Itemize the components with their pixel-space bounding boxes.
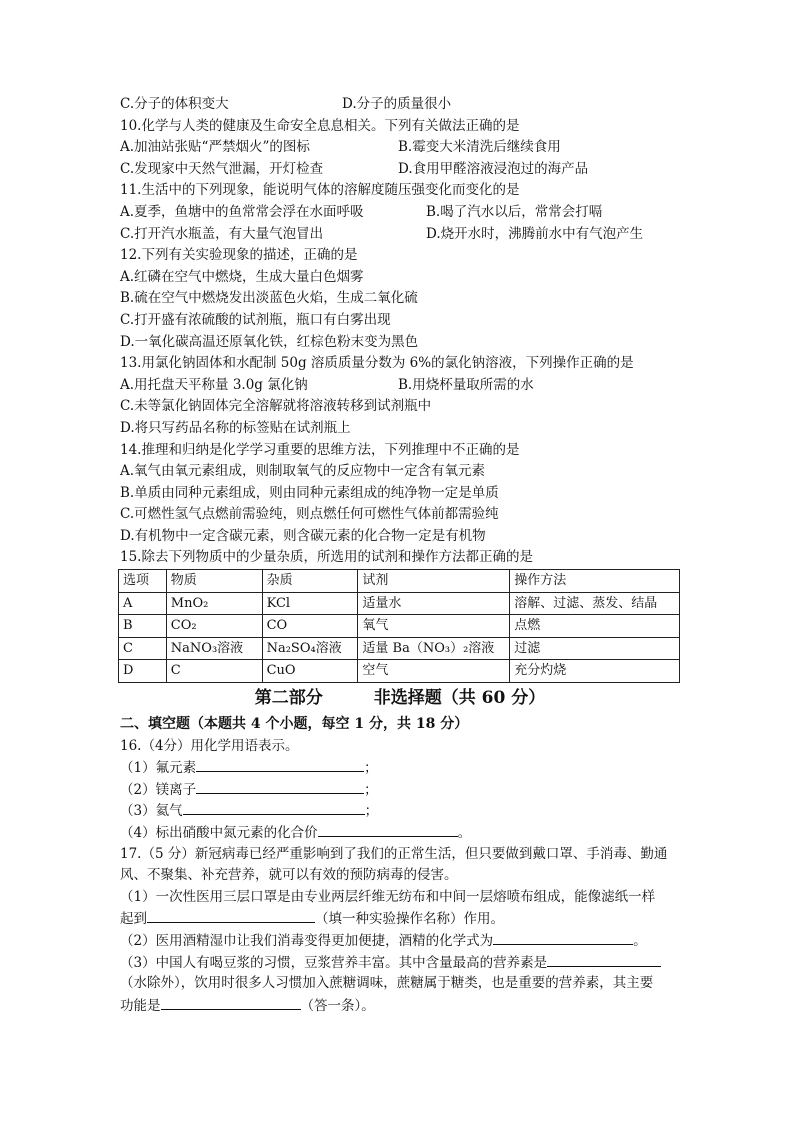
q10-stem: 10.化学与人类的健康及生命安全息息相关。下列有关做法正确的是 [120,117,520,134]
table-header-cell: 操作方法 [510,570,680,593]
q17-part3-suffix: （答一条）。 [300,997,375,1014]
q16-item-3 [120,800,680,822]
q17-part1-suffix: （填一种实验操作名称）作用。 [315,911,504,928]
q14-option-a: A.氧气由氧元素组成，则制取氧气的反应物中一定含有氧元素 [120,463,486,480]
q12-option-d: D.一氧化碳高温还原氧化铁，红棕色粉末变为黑色 [120,333,419,350]
q17-part2-prefix: （2）医用酒精湿巾让我们消毒变得更加便捷，酒精的化学式为 [120,932,494,949]
q11-option-c: C.打开汽水瓶盖，有大量气泡冒出 [120,225,324,242]
answer-blank[interactable] [547,952,661,967]
q16-stem: 16.（4分）用化学用语表示。 [120,737,299,754]
q10-options-cd [120,159,680,181]
q17-stem-line1: 17.（5 分）新冠病毒已经严重影响到了我们的正常生活，但只要做到戴口罩、手消毒、勤通 [120,845,668,862]
table-cell: MnO₂ [166,592,262,615]
part-two-heading: 第二部分 非选择题（共 60 分） [254,687,546,708]
q15-stem: 15.除去下列物质中的少量杂质，所选用的试剂和操作方法都正确的是 [120,549,533,566]
section-two-heading: 二、填空题（本题共 4 个小题，每空 1 分，共 18 分） [120,715,469,732]
q17-part3-line1 [120,952,680,974]
table-cell: Na₂SO₄溶液 [262,637,358,660]
table-row [119,615,680,638]
q12-option-b: B.硫在空气中燃烧发出淡蓝色火焰，生成二氧化硫 [120,290,418,307]
table-row [119,592,680,615]
q16-item-label: （3）氦气 [120,803,183,820]
q14-option-c: C.可燃性氢气点燃前需验纯，则点燃任何可燃性气体前都需验纯 [120,506,499,523]
table-cell: 空气 [358,660,510,683]
q9-option-d: D.分子的质量很小 [342,96,452,112]
table-cell: NaNO₃溶液 [166,637,262,660]
q10-option-d: D.食用甲醛溶液浸泡过的海产品 [398,160,589,177]
semicolon: ； [364,760,378,777]
table-cell: C [166,660,262,683]
answer-blank[interactable] [196,779,364,794]
table-cell: C [119,637,167,660]
q17-part3-prefix2: 功能是 [120,997,161,1014]
table-cell: 点燃 [510,615,680,638]
q14-option-b: B.单质由同种元素组成，则由同种元素组成的纯净物一定是单质 [120,484,499,501]
table-header-cell: 试剂 [358,570,510,593]
table-cell: 溶解、过滤、蒸发、结晶 [510,592,680,615]
table-header-cell: 物质 [166,570,262,593]
table-cell: CO₂ [166,615,262,638]
q17-part2-line [120,930,680,952]
q16-item-label: （1）氟元素 [120,760,197,777]
q13-option-b: B.用烧杯量取所需的水 [398,376,534,393]
answer-blank[interactable] [318,822,458,837]
q11-options-cd [120,224,680,246]
answer-blank[interactable] [493,930,633,945]
table-row [119,637,680,660]
q13-stem: 13.用氯化钠固体和水配制 50g 溶质质量分数为 6%的氯化钠溶液，下列操作正确的是 [120,355,634,372]
table-header-cell: 杂质 [262,570,358,593]
q14-option-d: D.有机物中一定含碳元素，则含碳元素的化合物一定是有机物 [120,527,486,544]
q17-stem-line2: 风、不聚集、补充营养，就可以有效的预防病毒的侵害。 [120,867,458,884]
answer-blank[interactable] [147,908,315,923]
q17-part1-line2 [120,908,680,930]
answer-blank[interactable] [196,757,364,772]
q17-part1-line1: （1）一次性医用三层口罩是由专业两层纤维无纺布和中间一层熔喷布组成，能像滤纸一样 [120,888,656,905]
q15-options-table [118,569,680,683]
q9-options-cd [120,94,680,116]
q16-item-1 [120,757,680,779]
table-cell: 过滤 [510,637,680,660]
q10-option-c: C.发现家中天然气泄漏，开灯检查 [120,160,324,177]
q16-item-label: （2）镁离子 [120,781,197,798]
q11-option-d: D.烧开水时，沸腾前水中有气泡产生 [426,225,644,242]
semicolon: ； [364,803,379,820]
q17-part3-prefix: （3）中国人有喝豆浆的习惯，豆浆营养丰富。其中含量最高的营养素是 [120,954,548,971]
q13-options-ab [120,375,680,397]
q11-option-a: A.夏季，鱼塘中的鱼常常会浮在水面呼吸 [120,203,364,220]
answer-blank[interactable] [183,800,365,815]
table-cell: CuO [262,660,358,683]
q17-part1-prefix: 起到 [120,911,147,928]
table-cell: B [119,615,167,638]
table-cell: KCl [262,592,358,615]
q11-stem: 11.生活中的下列现象，能说明气体的溶解度随压强变化而变化的是 [120,182,520,199]
answer-blank[interactable] [161,995,301,1010]
q16-item-2 [120,779,680,801]
q17-part2-suffix: 。 [633,932,647,949]
table-header-cell: 选项 [119,570,167,593]
period: 。 [457,824,472,841]
table-cell: 氧气 [358,615,510,638]
q9-option-c: C.分子的体积变大 [120,96,229,112]
q13-option-c: C.未等氯化钠固体完全溶解就将溶液转移到试剂瓶中 [120,398,432,415]
table-cell: 适量 Ba（NO₃）₂溶液 [358,637,510,660]
q14-stem: 14.推理和归纳是化学学习重要的思维方法，下列推理中不正确的是 [120,441,520,458]
q12-option-c: C.打开盛有浓硫酸的试剂瓶，瓶口有白雾出现 [120,311,391,328]
q16-item-label: （4）标出硝酸中氮元素的化合价 [120,824,318,841]
table-cell: CO [262,615,358,638]
q12-stem: 12.下列有关实验现象的描述，正确的是 [120,247,358,264]
q17-part3-line3 [120,995,680,1017]
q10-option-b: B.霉变大米清洗后继续食用 [398,139,561,156]
q10-option-a: A.加油站张贴“严禁烟火”的图标 [120,139,310,156]
q10-options-ab [120,137,680,159]
q13-option-a: A.用托盘天平称量 3.0g 氯化钠 [120,376,308,393]
table-cell: 适量水 [358,592,510,615]
q16-item-4 [120,822,680,844]
table-row [119,660,680,683]
table-header-row [119,570,680,593]
q11-option-b: B.喝了汽水以后，常常会打嗝 [426,203,603,220]
table-cell: D [119,660,167,683]
semicolon: ； [364,781,378,798]
q13-option-d: D.将只写药品名称的标签贴在试剂瓶上 [120,419,351,436]
q17-part3-line2: （水除外），饮用时很多人习惯加入蔗糖调味，蔗糖属于糖类，也是重要的营养素，其主要 [120,975,654,992]
exam-page [120,94,680,1016]
table-cell: A [119,592,167,615]
q11-options-ab [120,202,680,224]
table-cell: 充分灼烧 [510,660,680,683]
q12-option-a: A.红磷在空气中燃烧，生成大量白色烟雾 [120,268,364,285]
